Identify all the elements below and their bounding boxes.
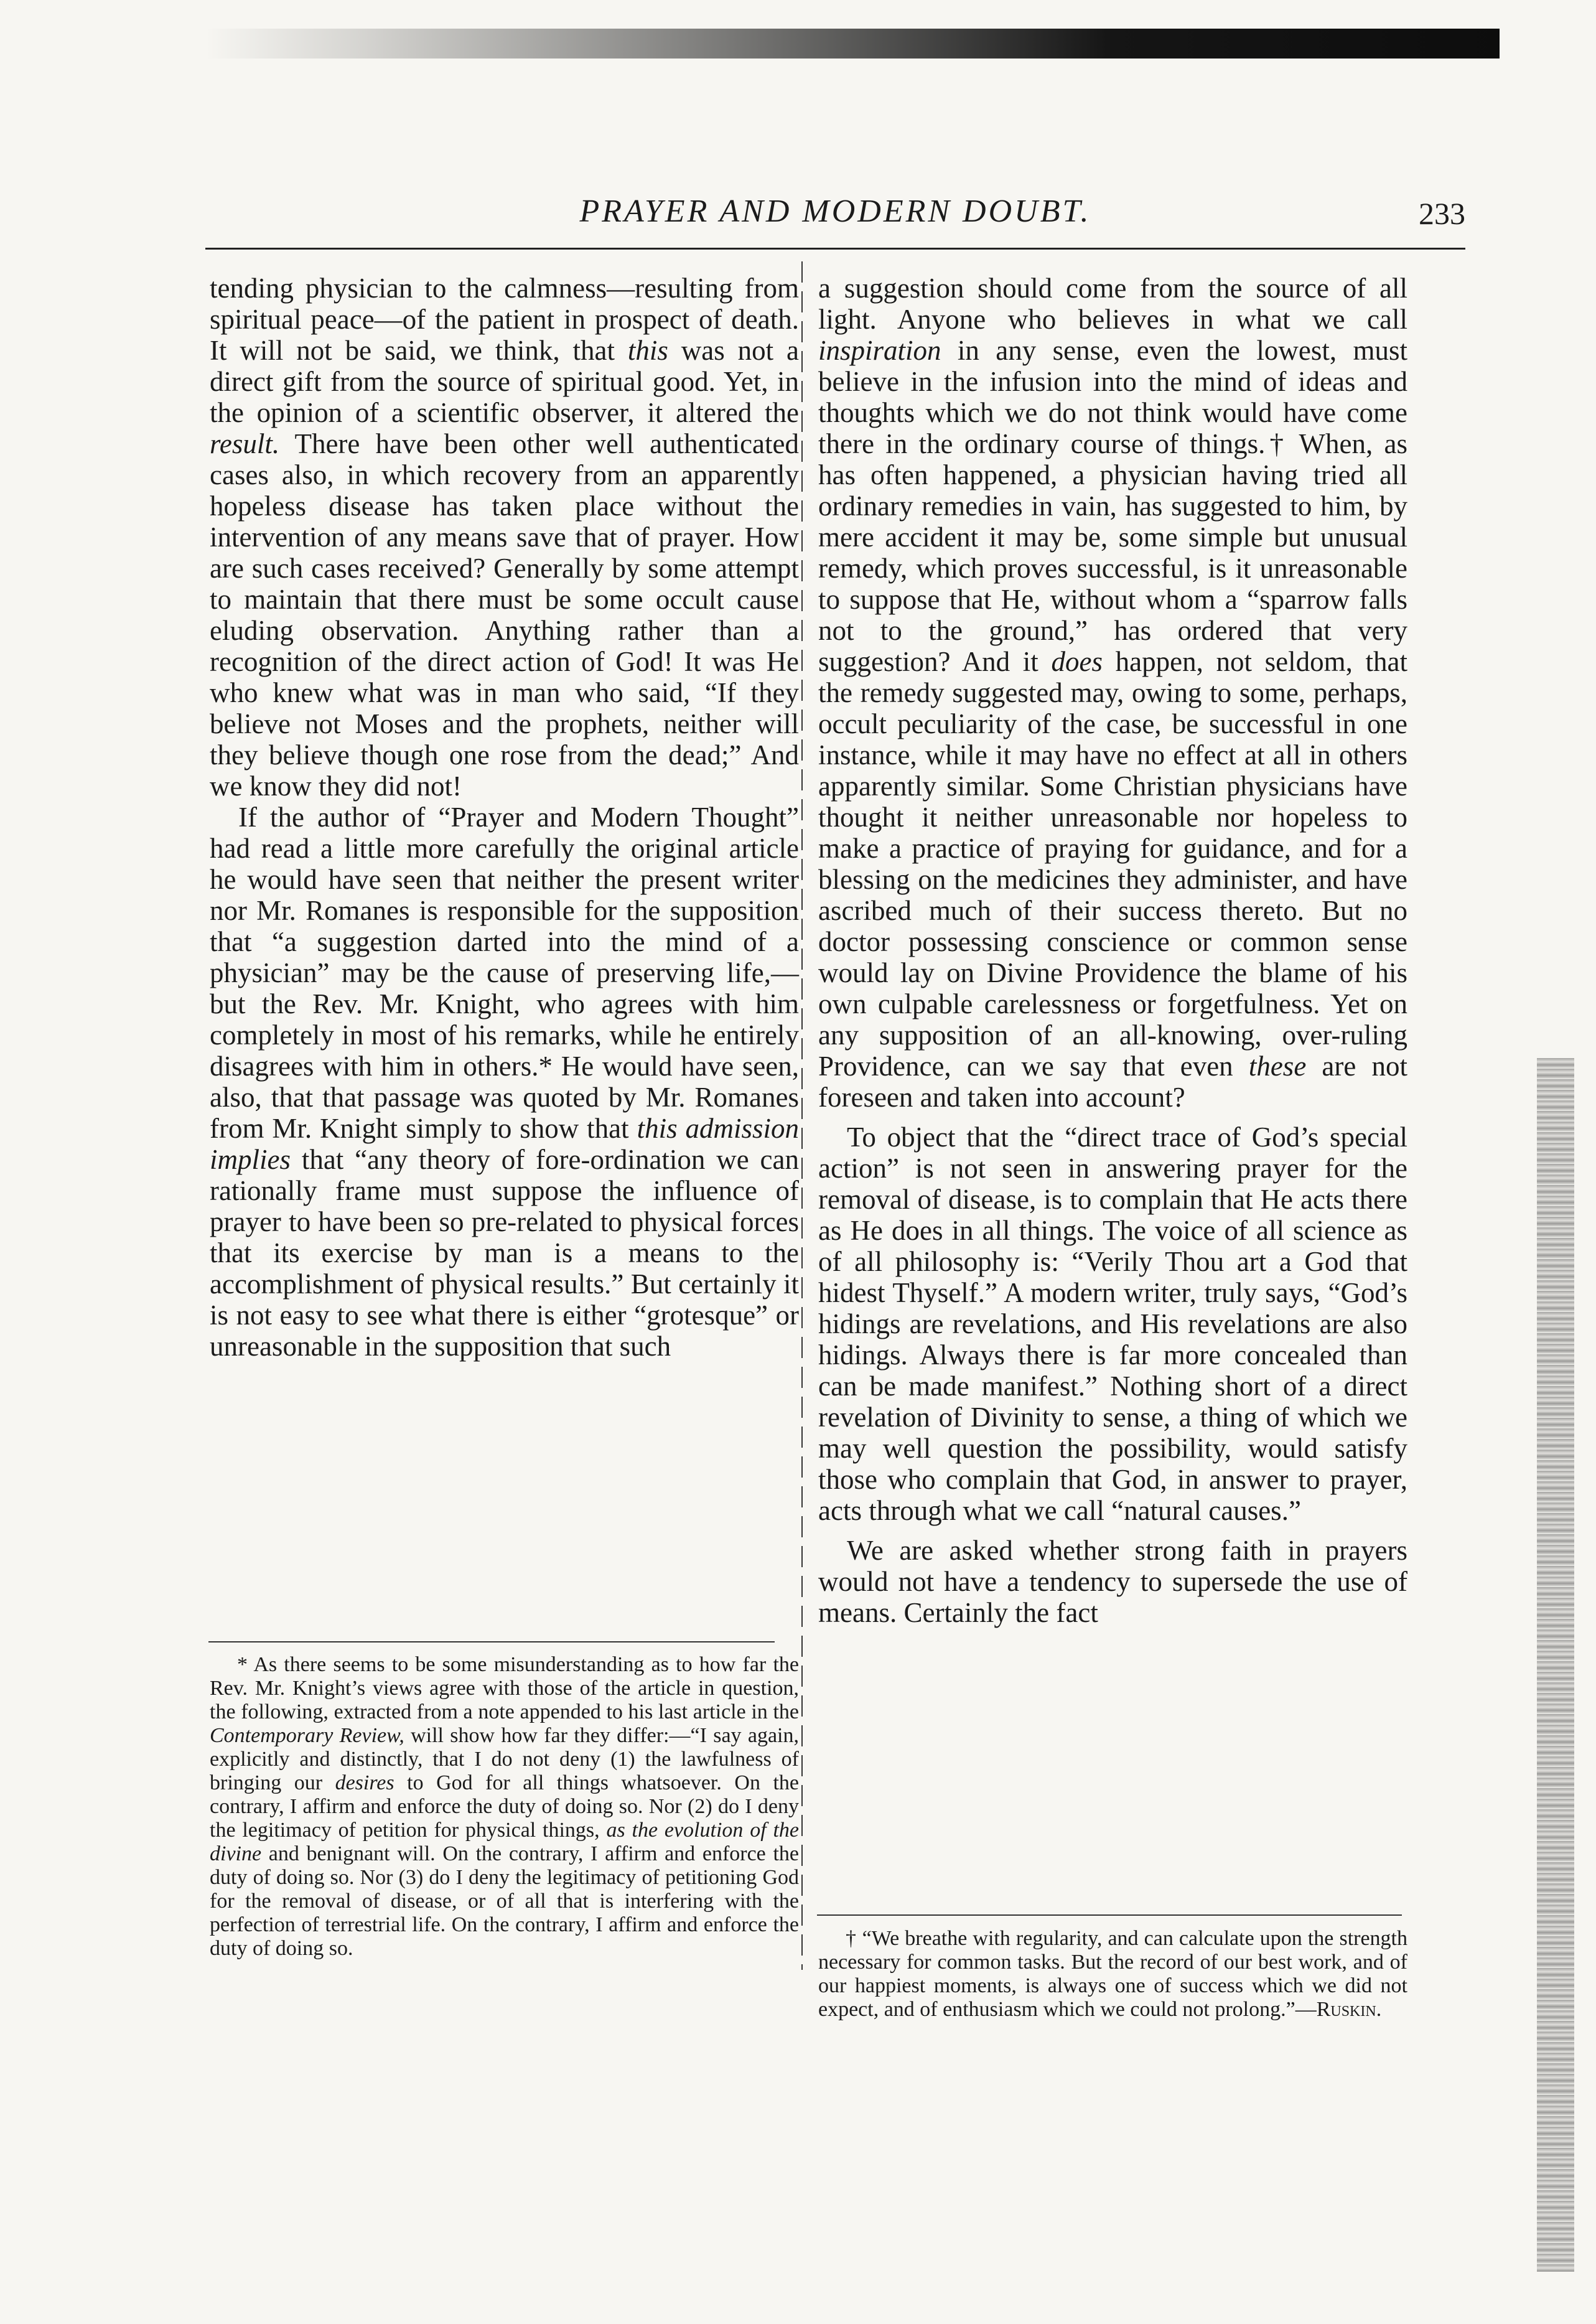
left-column	[210, 273, 799, 1362]
header-rule	[205, 248, 1465, 250]
scan-shadow	[205, 29, 1500, 59]
paragraph: tending physician to the calmness—resulting from spiritual peace—of the patient in prospect of death. It will not be said, we think, that this was not a direct gift from the source of spiritual good. Yet, in the opinion of a scientific observer, it altered the result. There have been other well authenticated cases also, in which recovery from an apparently hopeless disease has taken place without the intervention of any means save that of prayer. How are such cases received? Generally by some attempt to maintain that there must be some occult cause eluding observation. Anything rather than a recognition of the direct action of God! It was He who knew what was in man who said, “If they believe not Moses and the prophets, neither will they believe though one rose from the dead;” And we know they did not!	[210, 273, 799, 802]
column-divider	[801, 261, 803, 1970]
paragraph: To object that the “direct trace of God’s special action” is not seen in answering prayer for the removal of disease, is to complain that He acts there as He does in all things. The voice of all science as of all philosophy is: “Verily Thou art a God that hidest Thyself.” A modern writer, truly says, “God’s hidings are revelations, and His revelations are also hidings. Always there is far more concealed than can be made manifest.” Nothing short of a direct revelation of Divinity to sense, a thing of which we may well question the possibility, would satisfy those who complain that God, in answer to prayer, acts through what we call “natural causes.”	[818, 1122, 1407, 1526]
footnote-author: Ruskin.	[1316, 1998, 1382, 2021]
footnote: * As there seems to be some misunderstanding as to how far the Rev. Mr. Knight’s views agree with those of the article in question, the following, extracted from a note appended to his last article in the Contemporary Review, will show how far they differ:—“I say again, explicitly and distinctly, that I do not deny (1) the lawfulness of bringing our desires to God for all things whatsoever. On the contrary, I affirm and enforce the duty of doing so. Nor (2) do I deny the legitimacy of petition for physical things, as the evolution of the divine and benignant will. On the contrary, I affirm and enforce the duty of doing so. Nor (3) do I deny the legitimacy of petitioning God for the removal of disease, or of all that is interfering with the perfection of terrestrial life. On the contrary, I affirm and enforce the duty of doing so.	[210, 1653, 799, 1960]
footnote-rule	[817, 1914, 1402, 1916]
paragraph: If the author of “Prayer and Modern Thought” had read a little more carefully the original article he would have seen that neither the present writer nor Mr. Romanes is responsible for the supposition that “a suggestion darted into the mind of a physician” may be the cause of preserving life,—but the Rev. Mr. Knight, who agrees with him completely in most of his remarks, while he entirely disagrees with him in others.* He would have seen, also, that that passage was quoted by Mr. Romanes from Mr. Knight simply to show that this admission implies that “any theory of fore-ordination we can rationally frame must suppose the influence of prayer to have been so pre-related to physical forces that its exercise by man is a means to the accomplishment of physical results.” But certainly it is not easy to see what there is either “grotesque” or unreasonable in the supposition that such	[210, 802, 800, 1362]
footnote: † “We breathe with regularity, and can calculate upon the strength necessary for common tasks. But the record of our best work, and of our happiest moments, is always one of success which we did not expect, and of enthusiasm which we could not prolong.”—Ruskin.	[818, 1927, 1407, 2021]
scan-edge-noise	[1537, 1058, 1574, 2272]
running-header	[205, 187, 1465, 243]
footnote-rule	[208, 1641, 775, 1642]
paragraph: a suggestion should come from the source of all light. Anyone who believes in what we call inspiration in any sense, even the lowest, must believe in the infusion into the mind of ideas and thoughts which we do not think would have come there in the ordinary course of things.† When, as has often happened, a physician having tried all ordinary remedies in vain, has suggested to him, by mere accident it may be, some simple but unusual remedy, which proves successful, is it unreasonable to suppose that He, without whom a “sparrow falls not to the ground,” has ordered that very suggestion? And it does happen, not seldom, that the remedy suggested may, owing to some, perhaps, occult peculiarity of the case, be successful in one instance, while it may have no effect at all in others apparently similar. Some Christian physicians have thought it neither unreasonable nor hopeless to make a practice of praying for guidance, and for a blessing on the medicines they administer, and have ascribed much of their success thereto. But no doctor possessing conscience or common sense would lay on Divine Providence the blame of his own culpable carelessness or forgetfulness. Yet on any supposition of an all-knowing, over-ruling Providence, can we say that even these are not foreseen and taken into account?	[818, 273, 1408, 1113]
paragraph: We are asked whether strong faith in prayers would not have a tendency to supersede the use of means. Certainly the fact	[818, 1535, 1407, 1628]
page-number: 233	[1419, 196, 1465, 231]
running-title: PRAYER AND MODERN DOUBT.	[579, 194, 1091, 229]
right-column	[818, 273, 1407, 1628]
